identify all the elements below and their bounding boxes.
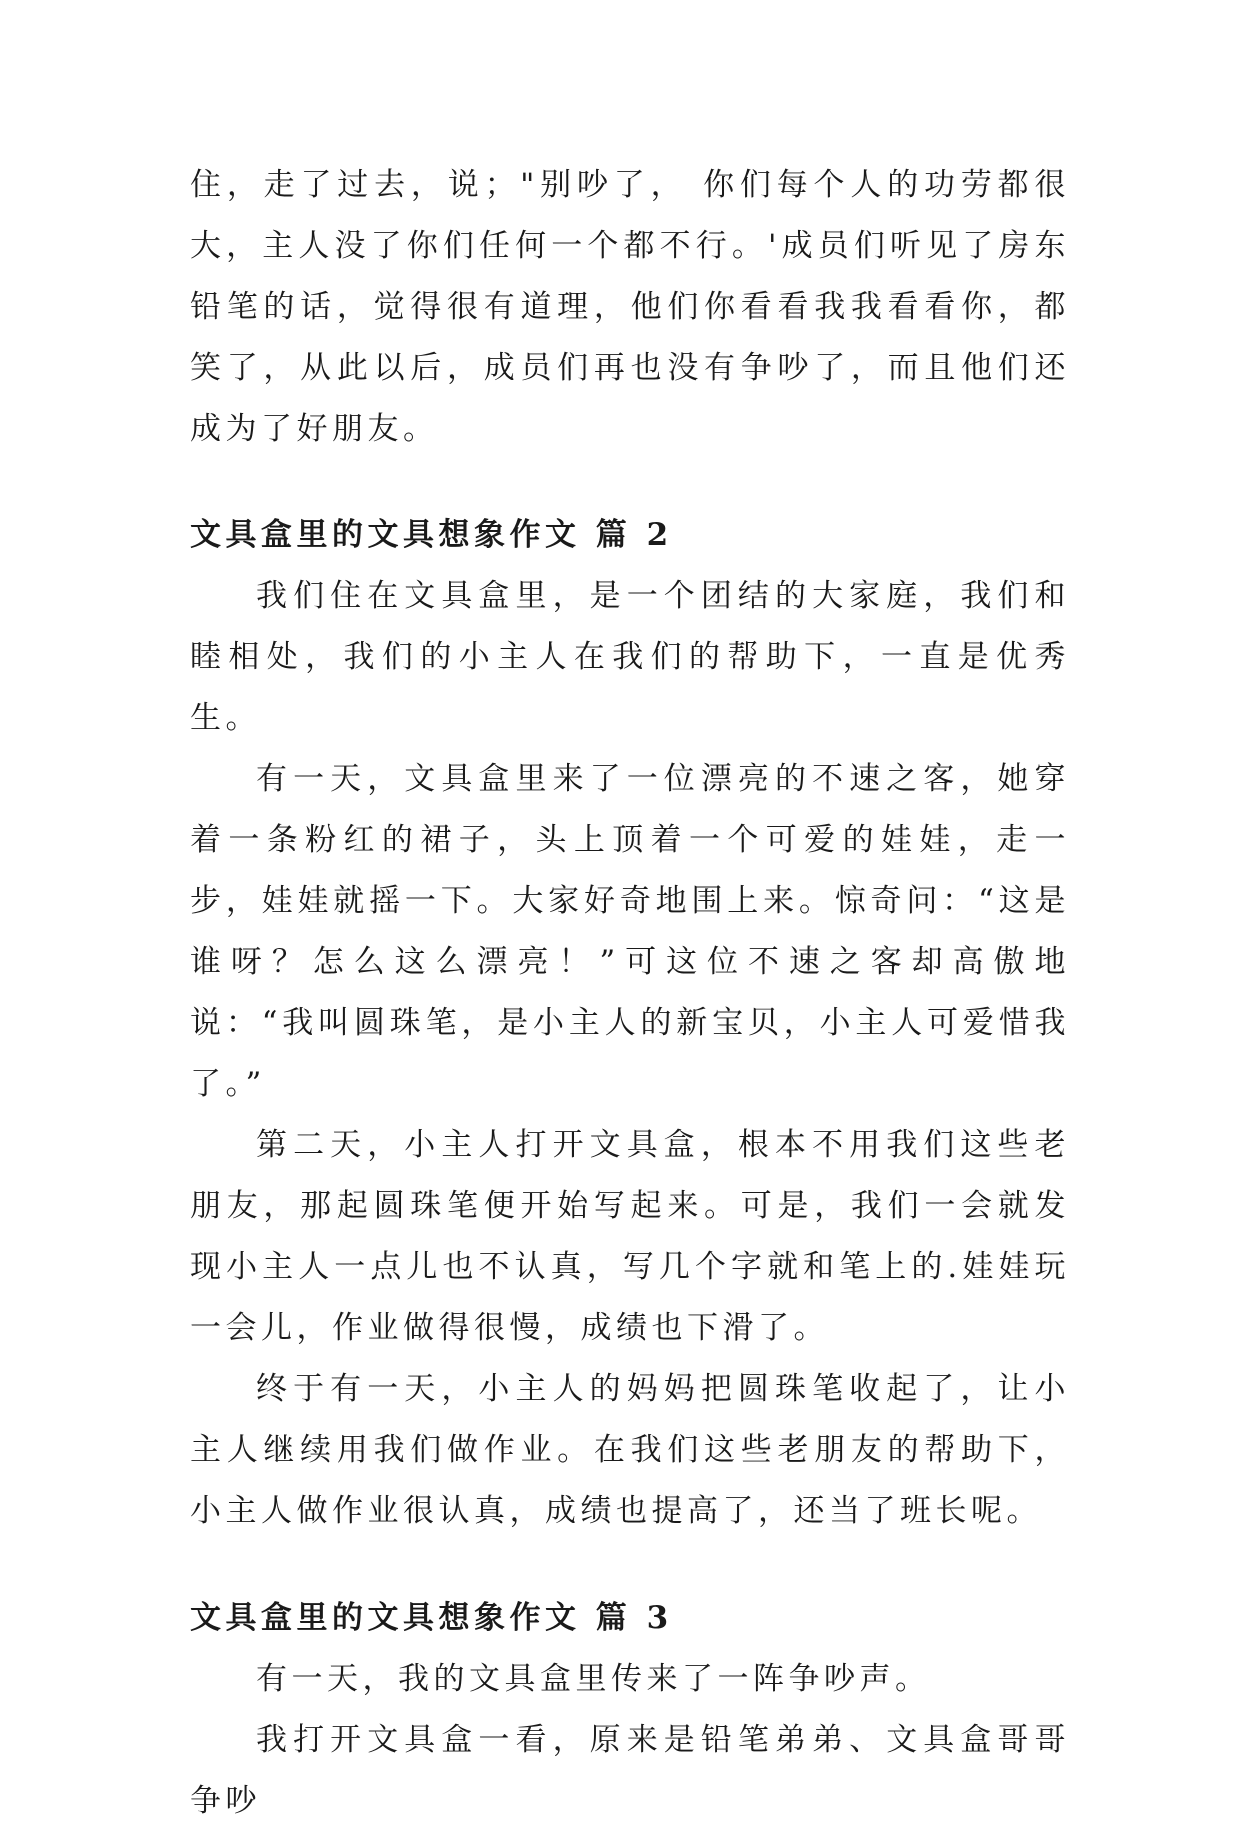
continued-paragraph: 住，走了过去，说；"别吵了， 你们每个人的功劳都很大，主人没了你们任何一个都不行。'成员们听见了房东铅笔的话，觉得很有道理，他们你看看我我看看你，都笑了，从此以后，成员们再也没有争吵了，而且他们还成为了好朋友。 xyxy=(190,167,1070,447)
section-2-paragraph: 有一天，文具盒里来了一位漂亮的不速之客，她穿着一条粉红的裙子，头上顶着一个可爱的娃娃，走一步，娃娃就摇一下。大家好奇地围上来。惊奇问：“这是谁呀？怎么这么漂亮！”可这位不速之客却高傲地说：“我叫圆珠笔，是小主人的新宝贝，小主人可爱惜我了。” xyxy=(190,761,1070,1102)
document-page xyxy=(190,155,1070,1832)
section-gap xyxy=(190,1542,1070,1588)
section-3-heading: 文具盒里的文具想象作文 篇 3 xyxy=(190,1600,673,1636)
section-2-paragraph: 终于有一天，小主人的妈妈把圆珠笔收起了，让小主人继续用我们做作业。在我们这些老朋友的帮助下，小主人做作业很认真，成绩也提高了，还当了班长呢。 xyxy=(190,1371,1070,1529)
section-3-paragraph: 有一天，我的文具盒里传来了一阵争吵声。 xyxy=(256,1661,931,1697)
section-2-heading: 文具盒里的文具想象作文 篇 2 xyxy=(190,517,673,553)
section-2-paragraph: 第二天，小主人打开文具盒，根本不用我们这些老朋友，那起圆珠笔便开始写起来。可是，我们一会就发现小主人一点儿也不认真，写几个字就和笔上的.娃娃玩一会儿，作业做得很慢，成绩也下滑了。 xyxy=(190,1127,1070,1346)
section-3-paragraph: 我打开文具盒一看，原来是铅笔弟弟、文具盒哥哥争吵 xyxy=(190,1722,1070,1819)
section-2-paragraph: 我们住在文具盒里，是一个团结的大家庭，我们和睦相处，我们的小主人在我们的帮助下，一直是优秀生。 xyxy=(190,578,1070,736)
section-gap xyxy=(190,460,1070,505)
